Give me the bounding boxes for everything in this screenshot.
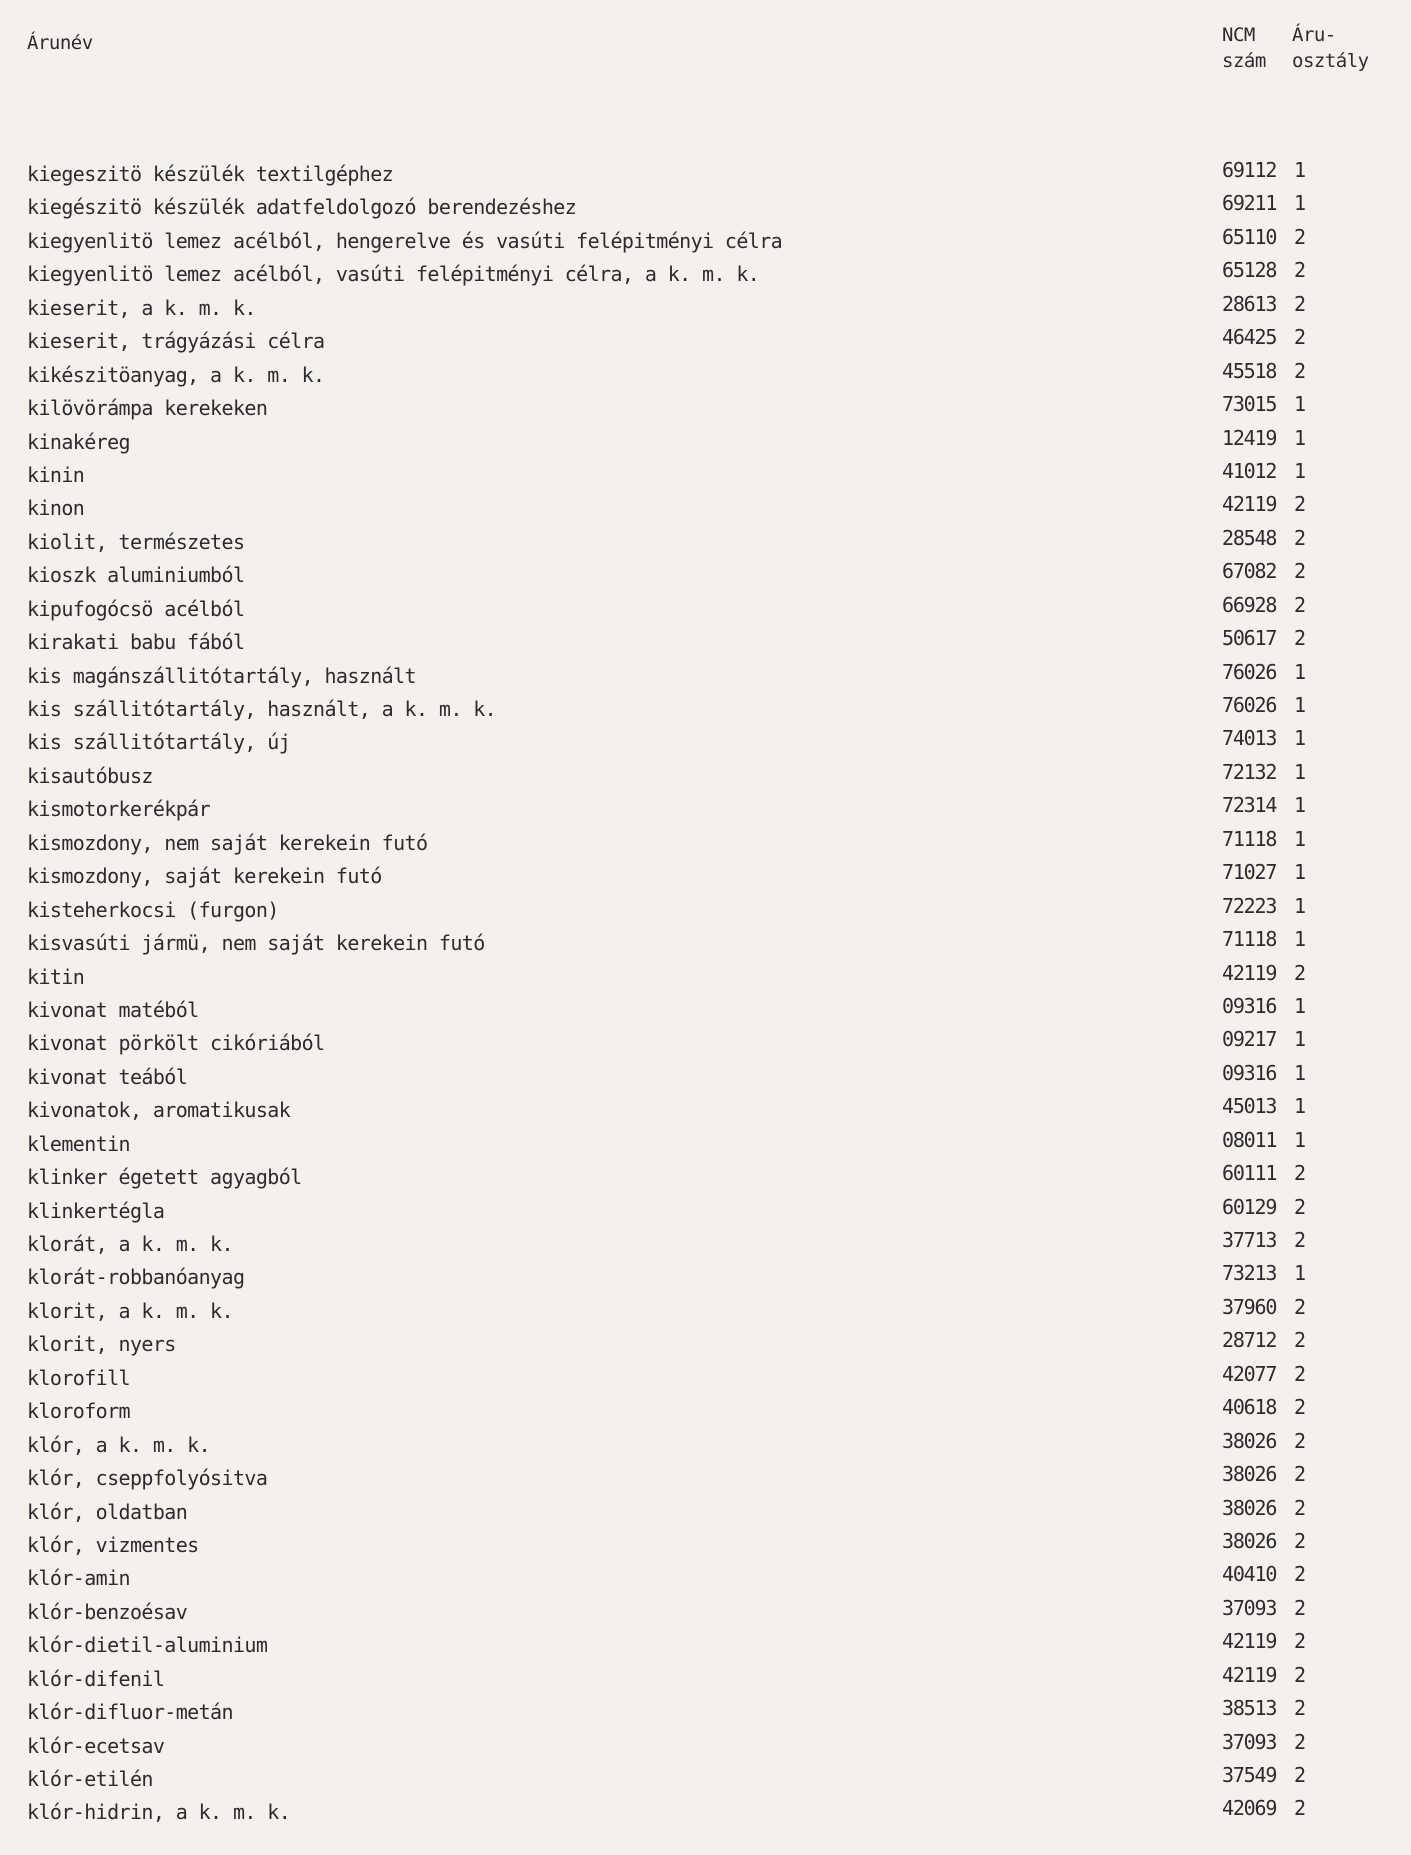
product-name: kikészitöanyag, a k. m. k. (27, 362, 325, 387)
ncm-number: 69112 (1222, 158, 1277, 182)
product-class: 2 (1294, 1228, 1307, 1252)
product-name: kivonat matéból (27, 997, 199, 1022)
list-item (0, 994, 1411, 1027)
column-header-class-line1: Áru- (1292, 24, 1336, 46)
ncm-number: 76026 (1222, 659, 1277, 684)
product-name: kisautóbusz (27, 763, 153, 788)
product-class: 1 (1294, 993, 1307, 1018)
list-item (0, 1763, 1411, 1796)
list-item (0, 1094, 1411, 1127)
product-class: 2 (1294, 1361, 1307, 1386)
ncm-number: 76026 (1222, 693, 1277, 717)
product-class: 2 (1294, 626, 1307, 651)
list-item (0, 827, 1411, 860)
ncm-number: 73213 (1222, 1261, 1277, 1286)
ncm-number: 67082 (1222, 559, 1277, 584)
column-header-class-line2: osztály (1292, 50, 1369, 72)
ncm-number: 09316 (1222, 1060, 1277, 1085)
list-item (0, 559, 1411, 592)
ncm-number: 37093 (1222, 1595, 1277, 1620)
product-name: klorit, a k. m. k. (27, 1298, 233, 1323)
product-name: klór-hidrin, a k. m. k. (27, 1800, 291, 1825)
product-class: 2 (1294, 1161, 1307, 1186)
list-item (0, 1429, 1411, 1462)
product-name: kinakéreg (27, 429, 130, 454)
product-name: kloroform (27, 1399, 130, 1424)
product-class: 2 (1294, 1294, 1307, 1319)
ncm-number: 38026 (1222, 1428, 1277, 1453)
product-class: 2 (1294, 358, 1307, 383)
product-name: kieserit, a k. m. k. (27, 295, 256, 320)
ncm-number: 28712 (1222, 1328, 1277, 1353)
list-item (0, 459, 1411, 492)
ncm-number: 37960 (1222, 1294, 1277, 1319)
product-class: 2 (1294, 291, 1307, 316)
product-name: klinker égetett agyagból (27, 1165, 302, 1190)
product-class: 2 (1294, 1763, 1307, 1787)
ncm-number: 09316 (1222, 993, 1277, 1018)
product-name: kiegyenlitö lemez acélból, hengerelve és vasúti felépitményi célra (27, 228, 783, 253)
list-item (0, 726, 1411, 759)
ncm-number: 45518 (1222, 358, 1277, 383)
product-name: kiegészitö készülék adatfeldolgozó berendezéshez (27, 195, 577, 220)
list-item (0, 1496, 1411, 1529)
ncm-number: 08011 (1222, 1127, 1277, 1152)
ncm-number: 38026 (1222, 1462, 1277, 1487)
list-item (0, 760, 1411, 793)
product-class: 2 (1294, 1729, 1307, 1754)
list-item (0, 1128, 1411, 1161)
list-item (0, 1596, 1411, 1629)
product-name: kismotorkerékpár (27, 797, 211, 822)
list-item (0, 593, 1411, 626)
product-name: klór-difenil (27, 1666, 165, 1691)
list-item (0, 1663, 1411, 1696)
product-name: kismozdony, saját kerekein futó (27, 864, 382, 889)
list-item (0, 1462, 1411, 1495)
product-class: 2 (1294, 1428, 1307, 1453)
product-class: 2 (1294, 1629, 1307, 1654)
list-item (0, 1395, 1411, 1428)
column-header-ncm-line1: NCM (1222, 24, 1255, 46)
list-item (0, 793, 1411, 826)
product-name: kioszk aluminiumból (27, 563, 245, 588)
product-name: kinin (27, 462, 85, 487)
list-item (0, 1696, 1411, 1729)
ncm-number: 60111 (1222, 1161, 1277, 1186)
product-name: klór, vizmentes (27, 1532, 199, 1557)
ncm-number: 60129 (1222, 1194, 1277, 1219)
list-item (0, 1562, 1411, 1595)
product-name: klorát-robbanóanyag (27, 1265, 245, 1290)
column-header-ncm (1222, 22, 1266, 74)
product-name: klór, oldatban (27, 1499, 188, 1524)
product-name: klór-difluor-metán (27, 1700, 233, 1725)
product-name: kiegyenlitö lemez acélból, vasúti felépitményi célra, a k. m. k. (27, 262, 760, 287)
ncm-number: 65128 (1222, 258, 1277, 283)
list-item (0, 1027, 1411, 1060)
product-name: klór-ecetsav (27, 1733, 165, 1758)
ncm-number: 65110 (1222, 224, 1277, 249)
product-name: kitin (27, 964, 85, 989)
product-name: kinon (27, 496, 85, 521)
product-class: 2 (1294, 1495, 1307, 1520)
product-name: kirakati babu fából (27, 630, 245, 655)
product-class: 2 (1294, 960, 1307, 985)
product-class: 2 (1294, 1462, 1307, 1487)
product-class: 2 (1294, 525, 1307, 550)
ncm-number: 38513 (1222, 1696, 1277, 1721)
product-name: kivonat pörkölt cikóriából (27, 1031, 325, 1056)
product-name: kis magánszállitótartály, használt (27, 663, 416, 688)
ncm-number: 42119 (1222, 1629, 1277, 1654)
product-class: 1 (1294, 893, 1307, 918)
product-class: 2 (1294, 1696, 1307, 1721)
product-class: 1 (1294, 191, 1307, 216)
column-header-name: Árunév (27, 32, 93, 54)
ncm-number: 73015 (1222, 392, 1277, 417)
list-item (0, 526, 1411, 559)
product-name: klorit, nyers (27, 1332, 176, 1357)
list-item (0, 292, 1411, 325)
product-name: klór-dietil-aluminium (27, 1633, 268, 1658)
product-class: 1 (1294, 826, 1307, 851)
product-class: 1 (1294, 927, 1307, 952)
product-class: 1 (1294, 458, 1307, 483)
product-class: 1 (1294, 425, 1307, 450)
ncm-number: 37713 (1222, 1228, 1277, 1252)
product-class: 1 (1294, 1027, 1307, 1052)
ncm-number: 41012 (1222, 458, 1277, 483)
ncm-number: 12419 (1222, 425, 1277, 450)
list-item (0, 1228, 1411, 1261)
product-class: 1 (1294, 793, 1307, 818)
ncm-number: 42119 (1222, 1662, 1277, 1687)
ncm-number: 37093 (1222, 1729, 1277, 1754)
list-item (0, 860, 1411, 893)
product-name: kipufogócsö acélból (27, 596, 245, 621)
product-class: 2 (1294, 1796, 1307, 1821)
product-name: klór, cseppfolyósitva (27, 1466, 268, 1491)
list-item (0, 927, 1411, 960)
product-name: kilövörámpa kerekeken (27, 396, 268, 421)
list-item (0, 1061, 1411, 1094)
ncm-number: 38026 (1222, 1495, 1277, 1520)
product-name: kivonat teából (27, 1064, 188, 1089)
list-item (0, 1730, 1411, 1763)
list-item (0, 626, 1411, 659)
product-name: kisteherkocsi (furgon) (27, 897, 279, 922)
list-item (0, 1629, 1411, 1662)
list-item (0, 894, 1411, 927)
ncm-number: 40410 (1222, 1562, 1277, 1587)
product-name: kismozdony, nem saját kerekein futó (27, 830, 428, 855)
product-class: 1 (1294, 860, 1307, 885)
product-class: 2 (1294, 224, 1307, 249)
product-class: 2 (1294, 592, 1307, 617)
ncm-number: 72223 (1222, 893, 1277, 918)
ncm-number: 71118 (1222, 826, 1277, 851)
ncm-number: 40618 (1222, 1395, 1277, 1420)
product-name: kieserit, trágyázási célra (27, 329, 325, 354)
product-name: kis szállitótartály, használt, a k. m. k. (27, 697, 497, 721)
list-item (0, 1796, 1411, 1829)
product-name: klór, a k. m. k. (27, 1432, 211, 1457)
list-item (0, 426, 1411, 459)
product-name: kiolit, természetes (27, 529, 245, 554)
list-item (0, 1328, 1411, 1361)
list-item (0, 693, 1411, 726)
list-item (0, 660, 1411, 693)
product-class: 2 (1294, 1562, 1307, 1587)
ncm-number: 45013 (1222, 1094, 1277, 1119)
product-name: kis szállitótartály, új (27, 730, 291, 755)
product-name: klorofill (27, 1365, 130, 1390)
product-class: 2 (1294, 492, 1307, 517)
list-item (0, 325, 1411, 358)
product-class: 2 (1294, 1528, 1307, 1553)
ncm-number: 71118 (1222, 927, 1277, 952)
product-name: klór-benzoésav (27, 1599, 188, 1624)
ncm-number: 42077 (1222, 1361, 1277, 1386)
ncm-number: 66928 (1222, 592, 1277, 617)
product-class: 1 (1294, 759, 1307, 784)
ncm-number: 72132 (1222, 759, 1277, 784)
ncm-number: 42119 (1222, 492, 1277, 517)
ncm-number: 50617 (1222, 626, 1277, 651)
ncm-number: 38026 (1222, 1528, 1277, 1553)
list-item (0, 961, 1411, 994)
product-name: kiegeszitö készülék textilgéphez (27, 162, 394, 186)
list-item (0, 359, 1411, 392)
list-item (0, 492, 1411, 525)
product-class: 2 (1294, 1328, 1307, 1353)
column-header-ncm-line2: szám (1222, 50, 1266, 72)
ncm-number: 28548 (1222, 525, 1277, 550)
product-class: 1 (1294, 693, 1307, 717)
ncm-number: 42069 (1222, 1796, 1277, 1821)
product-class: 1 (1294, 158, 1307, 182)
list-item (0, 392, 1411, 425)
ncm-number: 42119 (1222, 960, 1277, 985)
product-class: 1 (1294, 726, 1307, 751)
product-class: 2 (1294, 1395, 1307, 1420)
ncm-number: 72314 (1222, 793, 1277, 818)
product-class: 2 (1294, 1662, 1307, 1687)
list-item (0, 1195, 1411, 1228)
ncm-number: 69211 (1222, 191, 1277, 216)
list-item (0, 191, 1411, 224)
column-header-class (1292, 22, 1369, 74)
list-item (0, 1261, 1411, 1294)
product-list (0, 158, 1411, 1830)
product-class: 2 (1294, 325, 1307, 350)
list-item (0, 1362, 1411, 1395)
product-name: klinkertégla (27, 1198, 165, 1223)
ncm-number: 46425 (1222, 325, 1277, 350)
list-item (0, 258, 1411, 291)
ncm-number: 28613 (1222, 291, 1277, 316)
product-class: 1 (1294, 392, 1307, 417)
ncm-number: 09217 (1222, 1027, 1277, 1052)
product-name: klór-amin (27, 1566, 130, 1591)
product-class: 2 (1294, 559, 1307, 584)
product-class: 2 (1294, 258, 1307, 283)
list-item (0, 1161, 1411, 1194)
product-class: 1 (1294, 1127, 1307, 1152)
product-class: 2 (1294, 1194, 1307, 1219)
product-class: 2 (1294, 1595, 1307, 1620)
ncm-number: 71027 (1222, 860, 1277, 885)
product-name: klorát, a k. m. k. (27, 1232, 233, 1256)
list-item (0, 1295, 1411, 1328)
product-name: klór-etilén (27, 1767, 153, 1791)
product-name: kisvasúti jármü, nem saját kerekein futó (27, 931, 485, 956)
list-item (0, 225, 1411, 258)
ncm-number: 74013 (1222, 726, 1277, 751)
product-class: 1 (1294, 1094, 1307, 1119)
product-class: 1 (1294, 1060, 1307, 1085)
ncm-number: 37549 (1222, 1763, 1277, 1787)
product-name: klementin (27, 1131, 130, 1156)
list-item (0, 1529, 1411, 1562)
product-name: kivonatok, aromatikusak (27, 1098, 291, 1123)
product-class: 1 (1294, 1261, 1307, 1286)
list-item (0, 158, 1411, 191)
product-class: 1 (1294, 659, 1307, 684)
